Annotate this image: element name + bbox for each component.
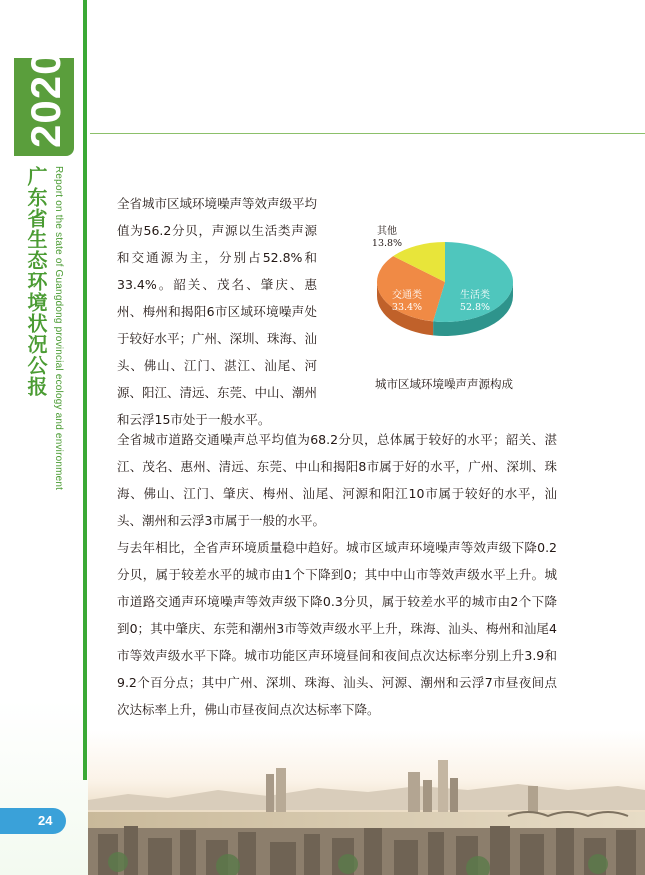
header-rule (90, 133, 645, 134)
pie-label-name: 交通类 (392, 290, 422, 301)
report-title-cn: 广东省生态环境状况公报 (24, 166, 48, 397)
sidebar-divider (83, 0, 87, 780)
city-skyline-photo (88, 730, 645, 875)
pie-label-value: 33.4% (391, 302, 423, 313)
paragraph-year-comparison: 与去年相比，全省声环境质量稳中趋好。城市区域声环境噪声等效声级下降0.2分贝，属于较差水平的城市由1个下降到0；其中中山市等效声级水平上升。城市道路交通声环境噪声等效声级下降0.3分贝，属于较差水平的城市由2个下降到0；其中肇庆、东莞和潮州3市等效声级水平上升，珠海、汕头、梅州和汕尾4市等效声级水平下降。城市功能区声环境昼间和夜间点次达标率分别上升3.9和9.2个百分点；其中广州、深圳、珠海、汕头、河源、潮州和云浮7市昼夜间点次达标率上升，佛山市昼夜间点次达标率下降。 (117, 540, 557, 717)
pie-chart-svg (345, 210, 545, 360)
page-number: 24 (38, 813, 53, 828)
chart-caption: 城市区域环境噪声声源构成 (375, 377, 513, 391)
report-title-en: Report on the state of Guangdong provincial ecology and environment (53, 166, 64, 491)
paragraph-area-noise: 全省城市区域环境噪声等效声级平均值为56.2分贝，声源以生活类声源和交通源为主，分别占52.8%和33.4%。韶关、茂名、肇庆、惠州、梅州和揭阳6市区域环境噪声处于较好水平；广州、深圳、珠海、汕头、佛山、江门、湛江、汕尾、河源、阳江、清远、东莞、中山、潮州和云浮15市处于一般水平。 (117, 196, 318, 427)
pie-label-name: 生活类 (460, 290, 490, 301)
pie-label-name: 其他 (377, 226, 397, 237)
pie-chart (345, 210, 545, 360)
pie-label-value: 13.8% (371, 238, 403, 249)
report-year (22, 102, 70, 148)
pie-label-value: 52.8% (459, 302, 491, 313)
paragraph-road-noise: 全省城市道路交通噪声总平均值为68.2分贝，总体属于较好的水平；韶关、湛江、茂名、惠州、清远、东莞、中山和揭阳8市属于好的水平，广州、深圳、珠海、佛山、江门、肇庆、梅州、汕尾、河源和阳江10市属于较好的水平，汕头、潮州和云浮3市属于一般的水平。 (117, 432, 557, 528)
page-number-tab (0, 808, 66, 834)
